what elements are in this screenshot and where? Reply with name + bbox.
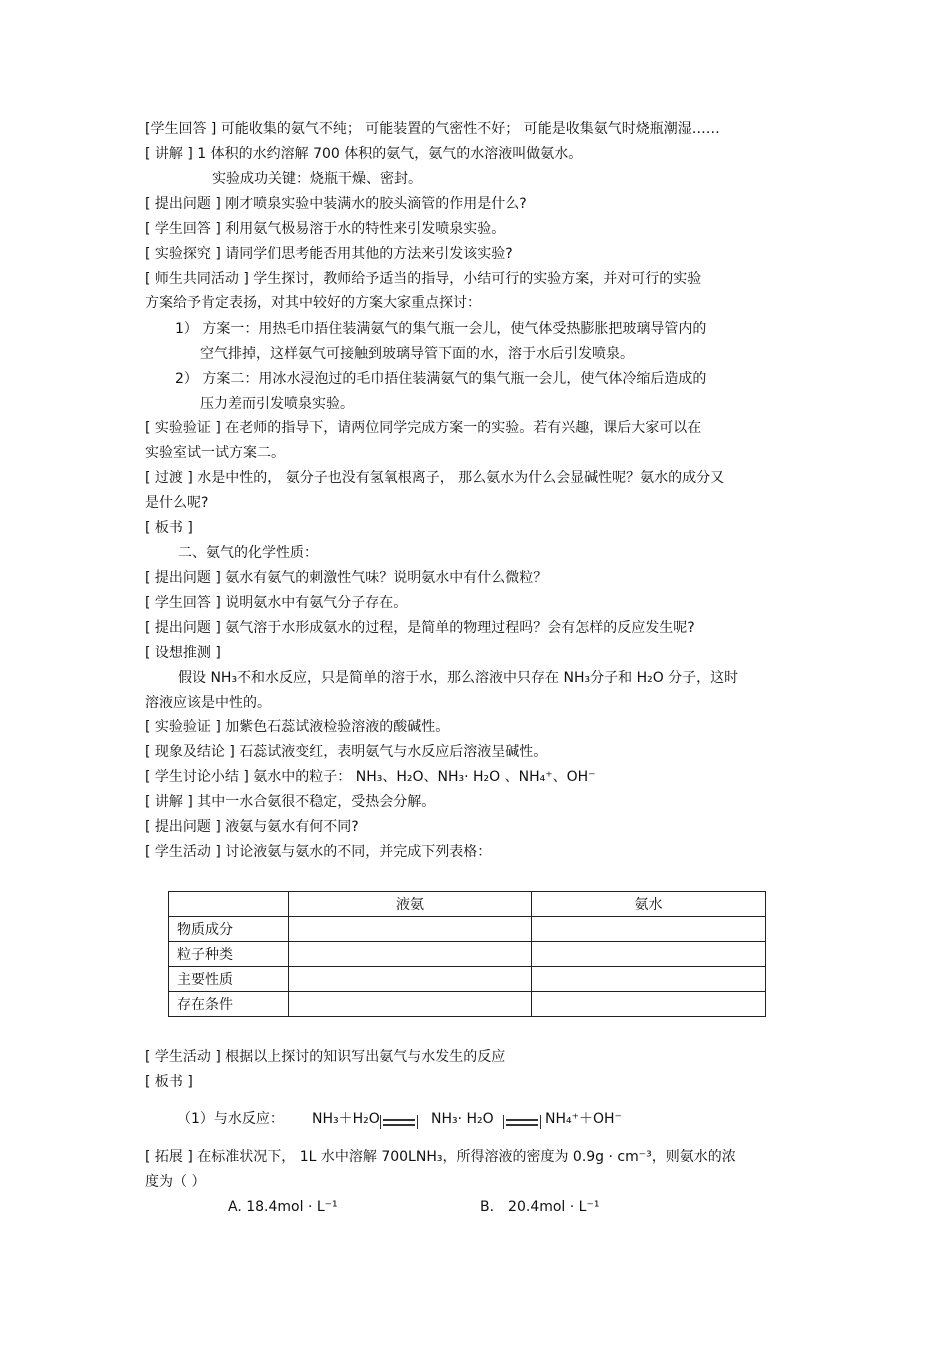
text-line: [学生回答 ] 可能收集的氨气不纯； 可能装置的气密性不好； 可能是收集氨气时烧瓶潮湿…… [145,121,720,137]
text-line: 实验室试一试方案二。 [145,445,285,461]
equation-intermediate: NH₃· H₂O [431,1111,494,1127]
table-row-label: 存在条件 [169,992,289,1017]
table-row-label: 粒子种类 [169,942,289,967]
table-row [169,992,766,1017]
comparison-table [168,891,766,1017]
text-line: 2） 方案二：用冰水浸泡过的毛巾捂住装满氨气的集气瓶一会儿，使气体冷缩后造成的 [175,371,707,387]
table-cell [532,942,766,967]
text-line: 是什么呢? [145,495,209,511]
equilibrium-arrow-icon [499,1112,545,1132]
text-line: [ 提出问题 ] 氨气溶于水形成氨水的过程，是简单的物理过程吗？会有怎样的反应发生呢? [145,620,695,636]
table-row [169,942,766,967]
text-line: 空气排掉，这样氨气可接触到玻璃导管下面的水，溶于水后引发喷泉。 [200,346,634,362]
table-cell [532,967,766,992]
text-line: [ 讲解 ] 其中一水合氨很不稳定，受热会分解。 [145,794,436,810]
text-line: 1） 方案一：用热毛巾捂住装满氨气的集气瓶一会儿，使气体受热膨胀把玻璃导管内的 [175,321,707,337]
table-cell [532,992,766,1017]
table-header-cell [169,892,289,917]
table-header-cell: 氨水 [532,892,766,917]
equation-label: （1）与水反应： [177,1111,284,1127]
text-line: [ 师生共同活动 ] 学生探讨，教师给予适当的指导，小结可行的实验方案，并对可行的实验 [145,271,702,287]
table-header-row [169,892,766,917]
text-line: 压力差而引发喷泉实验。 [200,396,354,412]
text-line: [ 提出问题 ] 液氨与氨水有何不同? [145,819,359,835]
table-cell [289,942,532,967]
equilibrium-arrow-icon [376,1112,422,1132]
equation-products: NH₄⁺＋OH⁻ [545,1111,622,1127]
text-line: 方案给予肯定表扬，对其中较好的方案大家重点探讨： [145,295,481,311]
text-line: [ 学生回答 ] 说明氨水中有氨气分子存在。 [145,595,408,611]
table-cell [289,967,532,992]
text-line: [ 现象及结论 ] 石蕊试液变红，表明氨气与水反应后溶液呈碱性。 [145,744,548,760]
text-line: 度为（ ） [145,1174,206,1190]
text-line: [ 提出问题 ] 刚才喷泉实验中装满水的胶头滴管的作用是什么? [145,196,527,212]
text-line: [ 过渡 ] 水是中性的， 氨分子也没有氢氧根离子， 那么氨水为什么会显碱性呢？氨水的成分又 [145,470,725,486]
text-line: [ 实验探究 ] 请同学们思考能否用其他的方法来引发该实验? [145,246,513,262]
table-row [169,917,766,942]
table-cell [532,917,766,942]
table-row-label: 物质成分 [169,917,289,942]
text-line: [ 学生活动 ] 讨论液氨与氨水的不同，并完成下列表格： [145,844,492,860]
text-line: [ 拓展 ] 在标准状况下， 1L 水中溶解 700LNH₃，所得溶液的密度为 0.9g · cm⁻³，则氨水的浓 [145,1149,736,1165]
text-line: [ 讲解 ] 1 体积的水约溶解 700 体积的氨气，氨气的水溶液叫做氨水。 [145,146,583,162]
table-row [169,967,766,992]
table-cell [289,992,532,1017]
table-cell [289,917,532,942]
text-line: [ 实验验证 ] 在老师的指导下，请两位同学完成方案一的实验。若有兴趣，课后大家可以在 [145,420,702,436]
table-row-label: 主要性质 [169,967,289,992]
text-line: [ 板书 ] [145,520,193,536]
text-line: 实验成功关键：烧瓶干燥、密封。 [212,171,422,187]
text-line: [ 实验验证 ] 加紫色石蕊试液检验溶液的酸碱性。 [145,719,450,735]
equation-reactants: NH₃＋H₂O [312,1111,380,1127]
text-line: [ 学生回答 ] 利用氨气极易溶于水的特性来引发喷泉实验。 [145,221,506,237]
section-heading: 二、氨气的化学性质： [178,545,318,561]
option-a: A. 18.4mol · L⁻¹ [228,1199,338,1215]
text-line: [ 提出问题 ] 氨水有氨气的刺激性气味？说明氨水中有什么微粒？ [145,570,548,586]
option-b: B． 20.4mol · L⁻¹ [480,1199,600,1215]
text-line: [ 学生活动 ] 根据以上探讨的知识写出氨气与水发生的反应 [145,1049,506,1065]
text-line: 假设 NH₃不和水反应，只是简单的溶于水，那么溶液中只存在 NH₃分子和 H₂O 分子，这时 [178,670,739,686]
table-header-cell: 液氨 [289,892,532,917]
text-line: [ 设想推测 ] [145,645,221,661]
text-line: [ 学生讨论小结 ] 氨水中的粒子： NH₃、H₂O、NH₃· H₂O 、NH₄⁺、OH⁻ [145,769,596,785]
text-line: 溶液应该是中性的。 [145,695,271,711]
text-line: [ 板书 ] [145,1074,193,1090]
